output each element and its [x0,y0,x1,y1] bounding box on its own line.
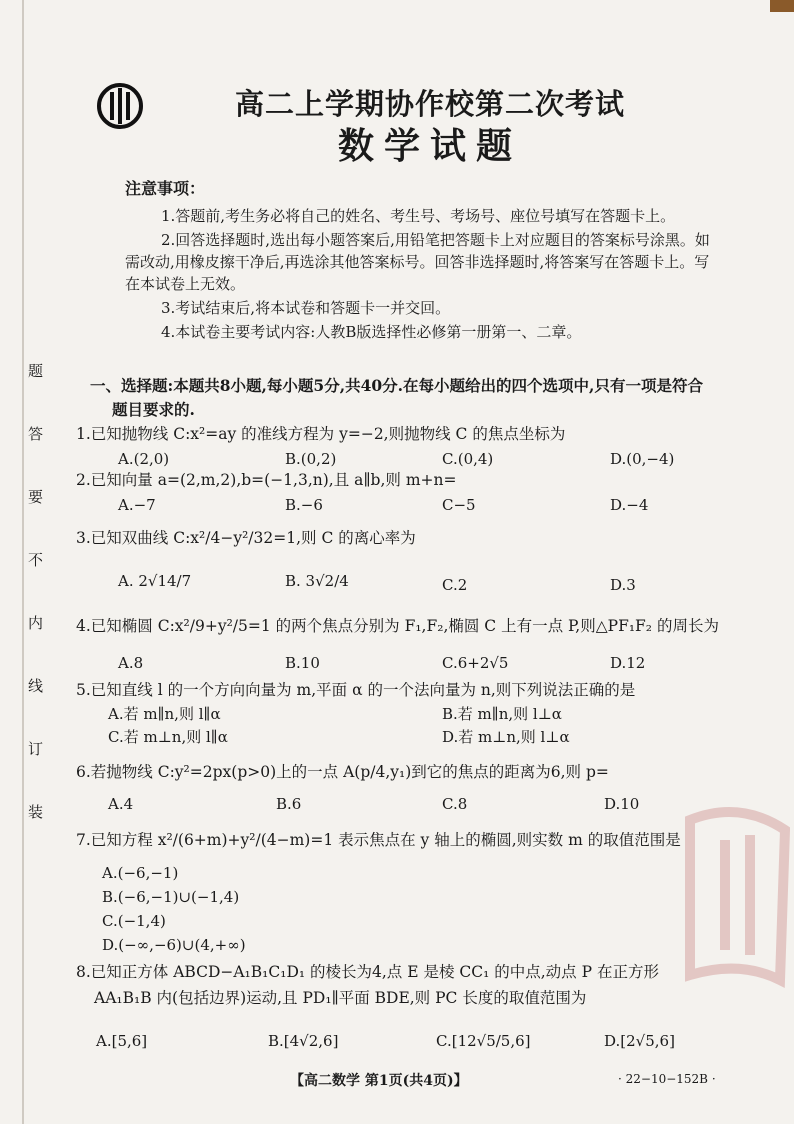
question-7: 7.已知方程 x²/(6+m)+y²/(4−m)=1 表示焦点在 y 轴上的椭圆,则实数 m 的取值范围是 [76,831,681,849]
q1-option-d: D.(0,−4) [610,450,675,468]
question-3: 3.已知双曲线 C:x²/4−y²/32=1,则 C 的离心率为 [76,529,416,547]
side-char: 订 [28,740,44,758]
q7-option-a: A.(−6,−1) [102,864,179,882]
q5-option-a: A.若 m∥n,则 l∥α [108,705,221,723]
q2-option-b: B.−6 [285,496,323,514]
binding-line [22,0,24,1124]
q7-option-b: B.(−6,−1)∪(−1,4) [102,888,240,906]
page-footer: 【高二数学 第1页(共4页)】 [290,1073,468,1089]
q7-option-d: D.(−∞,−6)∪(4,+∞) [102,936,246,954]
school-logo-icon [96,82,144,130]
side-char: 线 [28,677,44,695]
question-5: 5.已知直线 l 的一个方向向量为 m,平面 α 的一个法向量为 n,则下列说法正确的是 [76,681,636,699]
q6-option-a: A.4 [108,795,134,813]
q5-option-b: B.若 m∥n,则 l⊥α [442,705,562,723]
q1-option-a: A.(2,0) [118,450,170,468]
question-2: 2.已知向量 a=(2,m,2),b=(−1,3,n),且 a∥b,则 m+n= [76,471,457,489]
q2-option-d: D.−4 [610,496,649,514]
q7-option-c: C.(−1,4) [102,912,166,930]
question-6: 6.若抛物线 C:y²=2px(p>0)上的一点 A(p/4,y₁)到它的焦点的距离为6,则 p= [76,763,609,781]
binding-margin-text [28,360,46,864]
q5-option-d: D.若 m⊥n,则 l⊥α [442,728,570,746]
q5-option-c: C.若 m⊥n,则 l∥α [108,728,228,746]
question-4: 4.已知椭圆 C:x²/9+y²/5=1 的两个焦点分别为 F₁,F₂,椭圆 C 上有一点 P,则△PF₁F₂ 的周长为 [76,617,719,635]
q6-option-d: D.10 [604,795,640,813]
side-char: 答 [28,425,44,443]
q4-option-b: B.10 [285,654,320,672]
q8-option-a: A.[5,6] [96,1032,148,1050]
side-char: 题 [28,362,44,380]
q3-option-b: B. 3√2/4 [285,572,349,590]
note-item: 3.考试结束后,将本试卷和答题卡一并交回。 [161,299,451,317]
q8-option-d: D.[2√5,6] [604,1032,675,1050]
note-item: 1.答题前,考生务必将自己的姓名、考生号、考场号、座位号填写在答题卡上。 [161,207,676,225]
exam-title: 高二上学期协作校第二次考试 [234,87,625,121]
q2-option-a: A.−7 [118,496,156,514]
section-heading: 一、选择题:本题共8小题,每小题5分,共40分.在每小题给出的四个选项中,只有一项是符合 [90,376,703,395]
side-char: 要 [28,488,44,506]
q3-option-d: D.3 [610,576,636,594]
q6-option-b: B.6 [276,795,302,813]
question-1: 1.已知抛物线 C:x²=ay 的准线方程为 y=−2,则抛物线 C 的焦点坐标为 [76,425,566,443]
q3-option-c: C.2 [442,576,468,594]
q4-option-c: C.6+2√5 [442,654,509,672]
side-char: 不 [28,551,44,569]
note-item: 2.回答选择题时,选出每小题答案后,用铅笔把答题卡上对应题目的答案标号涂黑。如需改动,用橡皮擦干净后,再选涂其他答案标号。回答非选择题时,将答案写在答题卡上。写在本试卷上无效。 [125,231,710,293]
q8-option-b: B.[4√2,6] [268,1032,339,1050]
corner-mark [770,0,794,12]
q4-option-d: D.12 [610,654,646,672]
side-char: 内 [28,614,44,632]
q3-option-a: A. 2√14/7 [118,572,192,590]
q2-option-c: C−5 [442,496,476,514]
exam-subtitle: 数学试题 [337,125,522,167]
q6-option-c: C.8 [442,795,468,813]
q1-option-c: C.(0,4) [442,450,494,468]
side-char: 装 [28,803,44,821]
q8-option-c: C.[12√5/5,6] [436,1032,531,1050]
question-8-cont: AA₁B₁B 内(包括边界)运动,且 PD₁∥平面 BDE,则 PC 长度的取值范围为 [94,989,587,1007]
q4-option-a: A.8 [118,654,144,672]
notes-heading: 注意事项： [125,179,206,198]
question-8: 8.已知正方体 ABCD−A₁B₁C₁D₁ 的棱长为4,点 E 是棱 CC₁ 的中点,动点 P 在正方形 [76,963,659,981]
note-item: 4.本试卷主要考试内容:人教B版选择性必修第一册第一、二章。 [161,323,582,341]
section-heading-cont: 题目要求的. [112,400,195,419]
exam-code: · 22−10−152B · [618,1072,716,1086]
q1-option-b: B.(0,2) [285,450,337,468]
